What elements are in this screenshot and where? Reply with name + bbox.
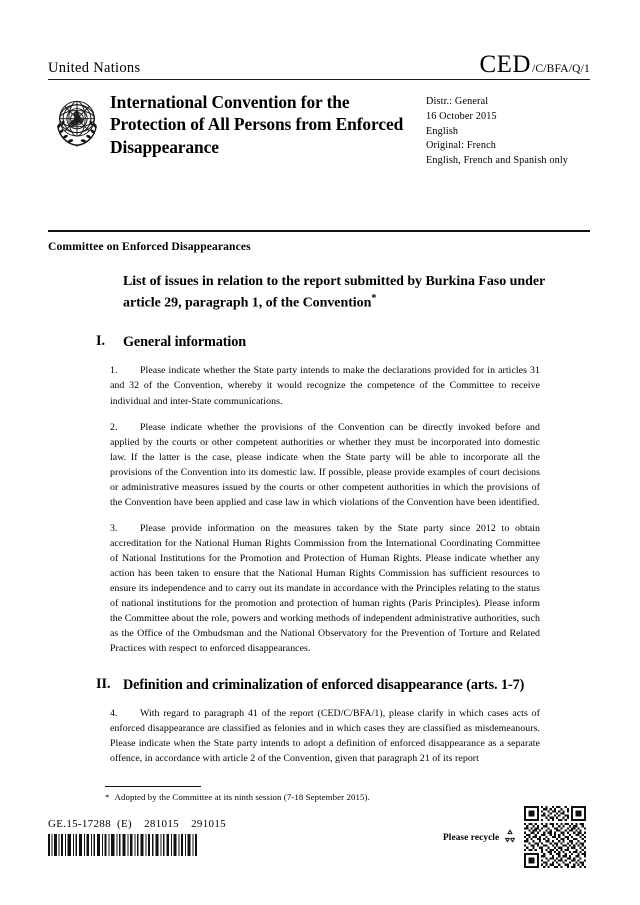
paragraph-number-1: 1. [110,365,118,377]
un-emblem-icon [48,92,106,150]
un-emblem [48,89,110,155]
footnote [105,791,525,803]
barcode [48,834,200,856]
paragraph-1 [110,363,540,408]
convention-title: International Convention for the Protection of All Persons from Enforced Disappearance [110,92,404,157]
recycle-notice [443,828,518,847]
paragraph-text-3: Please provide information on the measures taken by the State party since 2012 to obtain accreditation for the National Human Rights Commission from the International Coordinating Committee of National Institutions for the Promotion and Protection of Human Rights. Please indicate whether any action has been taken to ensure that the National Human Rights Commission has sufficient resources to ensure its independence and to carry out its mandate in accordance with the Principles relating to the status of national institutions for the promotion and protection of human rights (Paris Principles). Please inform the Committee about the role, powers and working methods of independent administrative authorities, such as the Office of the Ombudsman and the National Observatory for the Prevention of Torture and Related Practices with respect to enforced disappearances. [110,522,540,655]
document-symbol-suffix: /C/BFA/Q/1 [531,63,590,75]
paragraph-number-2: 2. [110,421,118,433]
section-title-ii: Definition and criminalization of enforced disappearance (arts. 1-7) [123,677,525,694]
document-symbol [479,52,590,77]
job-number: GE.15-17288 (E) 281015 291015 [48,818,226,830]
section-number-i: I. [96,333,106,350]
distr-languages-only: English, French and Spanish only [426,155,569,167]
section-number-ii: II. [96,676,111,693]
distr-type: Distr.: General [426,96,489,107]
distr-language: English [426,125,459,137]
paragraph-text-4: With regard to paragraph 41 of the report (CED/C/BFA/1), please clarify in which cases acts of enforced disappearance are classified as felonies and in which cases they are classified as misdemeanours. Please indicate when the State party intends to adopt a definition of enforced disappearance as a separate offence, in accordance with article 2 of the Convention, given that paragraph 21 of its report [110,708,540,765]
paragraph-2 [110,420,540,510]
footnote-mark: * [105,792,110,802]
masthead-rule [48,79,590,80]
committee-name: Committee on Enforced Disappearances [48,240,251,253]
section-heading-ii [96,676,566,695]
recycle-label: Please recycle [443,832,500,843]
footnote-text: Adopted by the Committee at its ninth session (7-18 September 2015). [114,792,370,802]
qr-code [524,806,586,868]
un-symbol-line [48,52,590,79]
section-heading-i [96,333,566,352]
organization-name: United Nations [48,60,141,77]
distr-original: Original: French [426,140,497,152]
title-footnote-mark: * [371,292,377,304]
page-title-text: List of issues in relation to the report submitted by Burkina Faso under article 29, paragraph 1, of the Convention [123,274,545,311]
masthead-title-row [48,89,590,169]
section-title-i: General information [123,334,247,351]
paragraph-number-3: 3. [110,522,118,534]
distr-date: 16 October 2015 [426,110,497,122]
distribution-block [420,89,590,169]
paragraph-text-1: Please indicate whether the State party intends to make the declarations provided for in articles 31 and 32 of the Convention, whereby it would recognize the competence of the Committee to receive individual and inter-State communications. [110,365,540,407]
page-title [123,272,563,313]
masthead [48,52,590,169]
document-body [48,272,590,767]
paragraph-number-4: 4. [110,708,118,720]
paragraph-text-2: Please indicate whether the provisions of the Convention can be directly invoked before and applied by the courts or other competent authorities or whether they must be incorporated into domestic law. If the latter is the case, please indicate when the State party will be able to incorporate all the provisions of the Convention into its domestic law. If possible, please provide examples of court decisions or administrative measures issued by the courts or other competent authorities in which the provisions of the Convention have been applied and case law in which violations of the Convention have been identified. [110,421,540,508]
recycle-icon-svg [502,828,518,844]
paragraph-3 [110,521,540,656]
section-divider-rule [48,230,590,232]
recycle-icon [499,828,518,847]
paragraph-4 [110,706,540,766]
document-symbol-main: CED [479,51,531,78]
footnote-separator [105,786,201,787]
